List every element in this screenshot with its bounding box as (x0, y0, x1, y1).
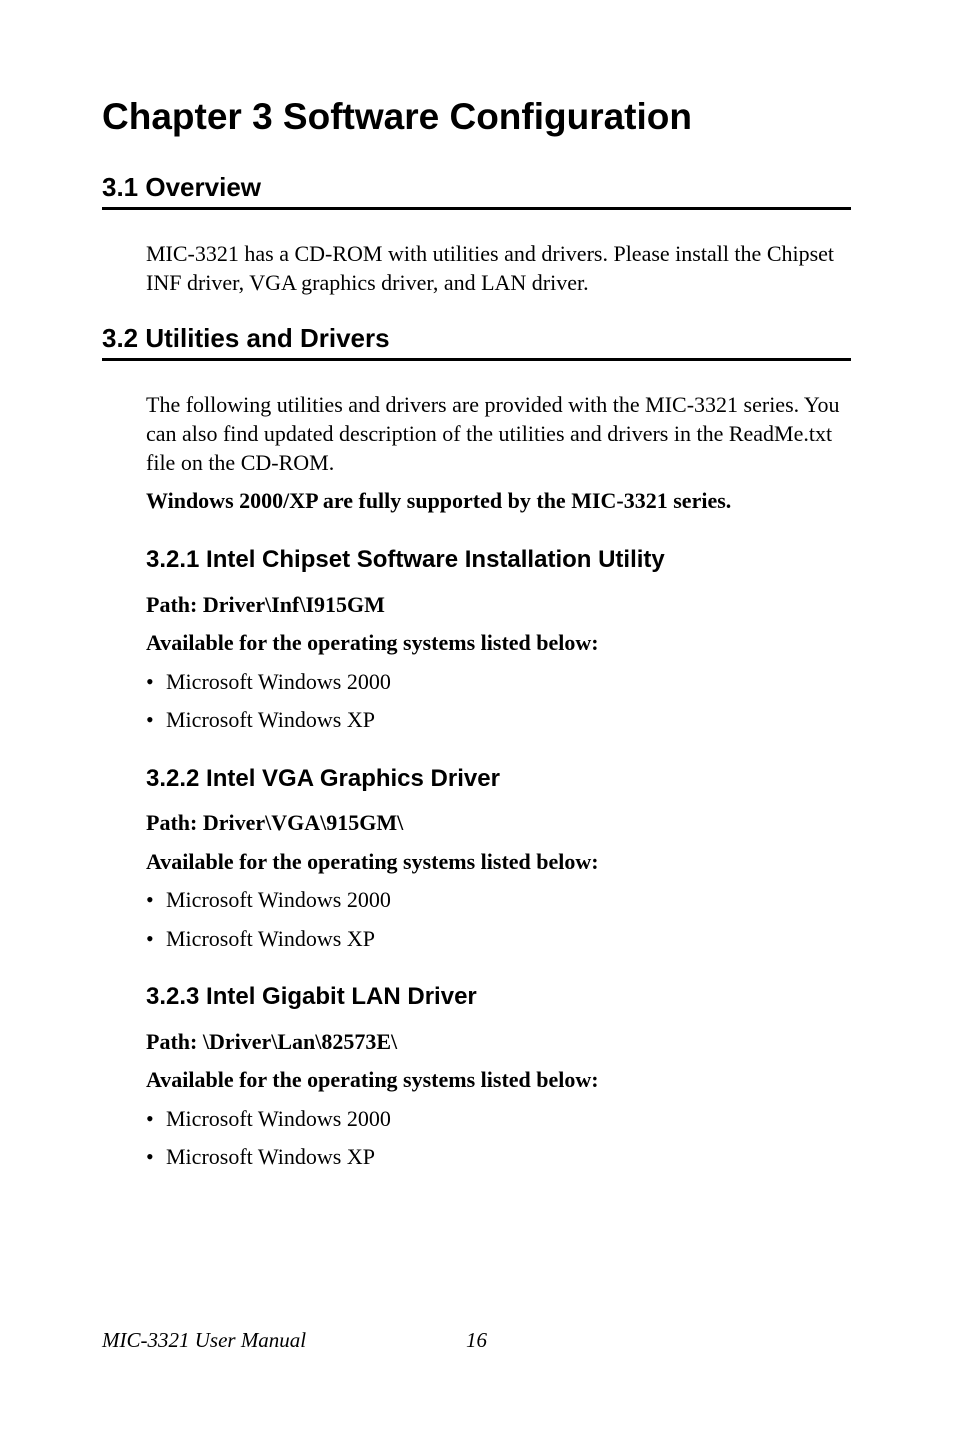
chapter-title: Chapter 3 Software Configuration (102, 96, 692, 137)
list-item-text: Microsoft Windows XP (166, 926, 375, 951)
list-item-text: Microsoft Windows 2000 (166, 1106, 391, 1131)
list-item: • Microsoft Windows 2000 (146, 669, 391, 694)
overview-paragraph: MIC-3321 has a CD-ROM with utilities and drivers. Please install the Chipset INF driver, VGA graphics driver, and LAN driver. (146, 241, 835, 295)
utilities-paragraph: The following utilities and drivers are provided with the MIC-3321 series. You can also find updated description of the utilities and drivers in the ReadMe.txt file on the CD-ROM. (146, 392, 840, 475)
list-item: • Microsoft Windows XP (146, 1144, 375, 1169)
list-item: • Microsoft Windows 2000 (146, 887, 391, 912)
lan-path: Path: \Driver\Lan\82573E\ (146, 1029, 398, 1054)
list-item-text: Microsoft Windows 2000 (166, 669, 391, 694)
subsection-heading-lan: 3.2.3 Intel Gigabit LAN Driver (146, 983, 477, 1010)
list-item-text: Microsoft Windows 2000 (166, 887, 391, 912)
support-note: Windows 2000/XP are fully supported by the MIC-3321 series. (146, 488, 732, 513)
section-heading-overview: 3.1 Overview (102, 172, 851, 210)
lan-available-label: Available for the operating systems listed below: (146, 1067, 599, 1092)
list-item: • Microsoft Windows XP (146, 926, 375, 951)
vga-path: Path: Driver\VGA\915GM\ (146, 810, 404, 835)
subsection-heading-vga: 3.2.2 Intel VGA Graphics Driver (146, 765, 500, 792)
list-item: • Microsoft Windows XP (146, 707, 375, 732)
footer-page-number: 16 (466, 1328, 487, 1352)
list-item: • Microsoft Windows 2000 (146, 1106, 391, 1131)
list-item-text: Microsoft Windows XP (166, 1144, 375, 1169)
chipset-available-label: Available for the operating systems listed below: (146, 630, 599, 655)
subsection-heading-chipset: 3.2.1 Intel Chipset Software Installation Utility (146, 546, 665, 573)
footer-manual-title: MIC-3321 User Manual (102, 1328, 307, 1352)
section-heading-utilities: 3.2 Utilities and Drivers (102, 323, 851, 361)
list-item-text: Microsoft Windows XP (166, 707, 375, 732)
chipset-path: Path: Driver\Inf\I915GM (146, 592, 385, 617)
vga-available-label: Available for the operating systems listed below: (146, 849, 599, 874)
